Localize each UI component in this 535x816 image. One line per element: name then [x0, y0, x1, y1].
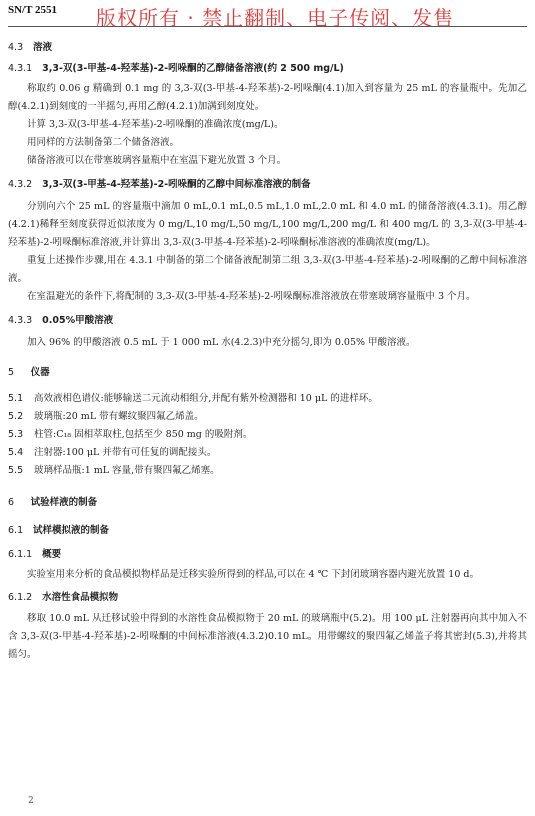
- section-title: 试验样液的制备: [30, 497, 98, 508]
- section-4-3-2-heading: [8, 172, 527, 198]
- section-6-heading: [8, 490, 527, 516]
- section-number: 6.1: [8, 525, 24, 536]
- section-title: 试样模拟液的制备: [33, 525, 110, 536]
- paragraph: 移取 10.0 mL 从迁移试验中得到的水溶性食品模拟物于 20 mL 的玻璃瓶中(5.2)。用 100 μL 注射器再向其中加入不含 3,3-双(3-甲基-4-羟苯基)-2-吲哚酮的中间标准溶液(4.3.2)0.10 mL。用带螺纹的聚四氟乙烯盖子将其密封(5.3),并将其摇匀。: [8, 613, 527, 660]
- section-4-3-1-heading: [8, 58, 527, 80]
- paragraph: 称取约 0.06 g 精确到 0.1 mg 的 3,3-双(3-甲基-4-羟苯基)-2-吲哚酮(4.1)加入到容量为 25 mL 的容量瓶中。先加乙醇(4.2.1)到刻度的一半摇匀,再用乙醇(4.2.1)加满到刻度处。: [8, 83, 527, 112]
- item-text: 玻璃样品瓶:1 mL 容量,带有聚四氟乙烯塞。: [34, 465, 220, 476]
- section-title: 仪器: [30, 367, 50, 378]
- list-item: [8, 444, 527, 462]
- instrument-list: [8, 390, 527, 480]
- section-title: 3,3-双(3-甲基-4-羟苯基)-2-吲哚酮的乙醇储备溶液(约 2 500 mg/L): [42, 63, 344, 74]
- item-text: 玻璃瓶:20 mL 带有螺纹聚四氟乙烯盖。: [34, 411, 204, 422]
- list-item: [8, 462, 527, 480]
- section-title: 3,3-双(3-甲基-4-羟苯基)-2-吲哚酮的乙醇中间标准溶液的制备: [42, 179, 311, 190]
- paragraph: 用同样的方法制备第二个储备溶液。: [27, 137, 180, 148]
- section-title: 0.05%甲酸溶液: [42, 315, 114, 326]
- paragraph: 计算 3,3-双(3-甲基-4-羟苯基)-2-吲哚酮的准确浓度(mg/L)。: [27, 119, 284, 130]
- section-title: 溶液: [33, 42, 53, 53]
- item-text: 注射器:100 μL 并带有可任复的调配接头。: [34, 447, 217, 458]
- document-body: [8, 36, 527, 664]
- section-number: 6: [8, 497, 15, 508]
- section-number: 4.3.1: [8, 63, 33, 74]
- page-number: 2: [28, 796, 34, 806]
- item-number: 5.3: [8, 429, 24, 440]
- item-number: 5.4: [8, 447, 24, 458]
- item-text: 高效液相色谱仪:能够输送二元流动相组分,并配有紫外检测器和 10 μL 的进样环。: [34, 393, 378, 404]
- section-5-heading: [8, 360, 527, 386]
- item-number: 5.2: [8, 411, 24, 422]
- paragraph: 储备溶液可以在带塞玻璃容量瓶中在室温下避光放置 3 个月。: [27, 155, 287, 166]
- section-4-3-3-heading: [8, 308, 527, 334]
- header-rule: [8, 26, 527, 27]
- standard-code: SN/T 2551: [8, 4, 58, 16]
- paragraph: 在室温避光的条件下,将配制的 3,3-双(3-甲基-4-羟苯基)-2-吲哚酮标准溶液放在带塞玻璃容量瓶中 3 个月。: [27, 291, 476, 302]
- section-6-1-1-heading: [8, 544, 527, 566]
- section-4-3-heading: [8, 38, 527, 58]
- section-title: 概要: [42, 549, 62, 560]
- section-number: 5: [8, 367, 15, 378]
- list-item: [8, 390, 527, 408]
- item-number: 5.1: [8, 393, 24, 404]
- item-number: 5.5: [8, 465, 24, 476]
- section-number: 6.1.1: [8, 549, 33, 560]
- copyright-watermark: 版权所有 · 禁止翻制、电子传阅、发售: [96, 6, 455, 30]
- item-text: 柱管:C₁₈ 固相萃取柱,包括至少 850 mg 的吸附剂。: [34, 429, 253, 440]
- section-number: 4.3.2: [8, 179, 33, 190]
- section-title: 水溶性食品模拟物: [42, 592, 119, 603]
- list-item: [8, 408, 527, 426]
- section-6-1-heading: [8, 520, 527, 542]
- section-6-1-2-heading: [8, 586, 527, 610]
- section-number: 4.3.3: [8, 315, 33, 326]
- section-number: 6.1.2: [8, 592, 33, 603]
- paragraph: 重复上述操作步骤,用在 4.3.1 中制备的第二个储备液配制第二组 3,3-双(3-甲基-4-羟苯基)-2-吲哚酮的乙醇中间标准溶液。: [8, 255, 527, 284]
- paragraph: 实验室用来分析的食品模拟物样品是迁移实验所得到的样品,可以在 4 ℃ 下封闭玻璃容器内避光放置 10 d。: [27, 569, 479, 580]
- list-item: [8, 426, 527, 444]
- section-number: 4.3: [8, 42, 24, 53]
- paragraph: 分别向六个 25 mL 的容量瓶中滴加 0 mL,0.1 mL,0.5 mL,1.0 mL,2.0 mL 和 4.0 mL 的储备溶液(4.3.1)。用乙醇(4.2.1)稀释至刻度获得近似浓度为 0 mg/L,10 mg/L,50 mg/L,100 mg/L,200 mg/L 和 400 mg/L 的 3,3-双(3-甲基-4-羟苯基)-2-吲哚酮标准溶液,并计算出 3,3-双(3-甲基-4-羟苯基)-2-吲哚酮标准溶液的准确浓度(mg/L)。: [8, 201, 527, 248]
- paragraph: 加入 96% 的甲酸溶液 0.5 mL 于 1 000 mL 水(4.2.3)中充分摇匀,即为 0.05% 甲酸溶液。: [27, 337, 416, 348]
